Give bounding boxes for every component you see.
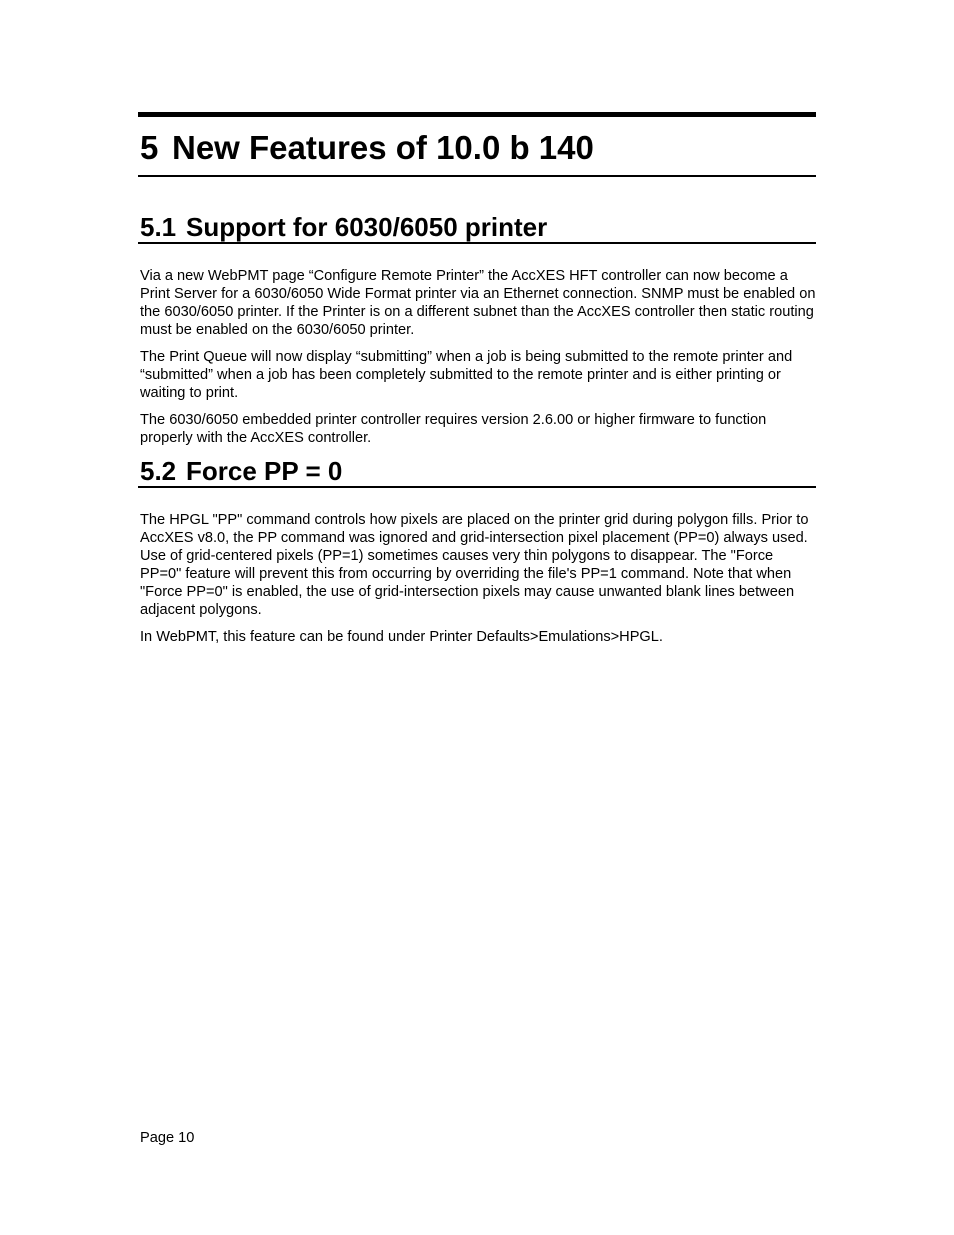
- chapter-heading: [138, 112, 816, 177]
- section-title-5-2: [138, 456, 816, 486]
- paragraph-hpgl-pp: The HPGL "PP" command controls how pixels are placed on the printer grid during polygon fills. Prior to AccXES v8.0, the PP command was ignored and grid-intersection pixel placement (PP=0) always used. Use of grid-centered pixels (PP=1) sometimes causes very thin polygons to disappear. The "Force PP=0" feature will prevent this from occurring by overriding the file's PP=1 command. Note that when "Force PP=0" is enabled, the use of grid-intersection pixels may cause unwanted blank lines between adjacent polygons.: [140, 512, 809, 618]
- paragraph-remote-printer: Via a new WebPMT page “Configure Remote Printer” the AccXES HFT controller can now become a Print Server for a 6030/6050 Wide Format printer via an Ethernet connection. SNMP must be enabled on the 6030/6050 printer. If the Printer is on a different subnet than the AccXES controller then static routing must be enabled on the 6030/6050 printer.: [140, 268, 816, 338]
- chapter-title-text: New Features of 10.0 b 140: [172, 129, 594, 166]
- section-heading-5-1: [138, 212, 816, 244]
- section-number: 5.1: [140, 212, 177, 242]
- paragraph-webpmt-location: In WebPMT, this feature can be found under Printer Defaults>Emulations>HPGL.: [140, 629, 663, 645]
- chapter-title: [140, 130, 594, 166]
- page-number: Page 10: [140, 1130, 195, 1146]
- section-title-text: Force PP = 0: [186, 456, 343, 486]
- section-title-text: Support for 6030/6050 printer: [186, 212, 548, 242]
- section-heading-5-2: [138, 456, 816, 488]
- paragraph-firmware: The 6030/6050 embedded printer controller requires version 2.6.00 or higher firmware to function properly with the AccXES controller.: [140, 412, 767, 446]
- section-title-5-1: [138, 212, 816, 242]
- section-number: 5.2: [140, 456, 177, 486]
- chapter-number: 5: [140, 129, 159, 166]
- paragraph-print-queue: The Print Queue will now display “submitting” when a job is being submitted to the remote printer and “submitted” when a job has been completely submitted to the remote printer and is either printing or waiting to print.: [140, 349, 793, 401]
